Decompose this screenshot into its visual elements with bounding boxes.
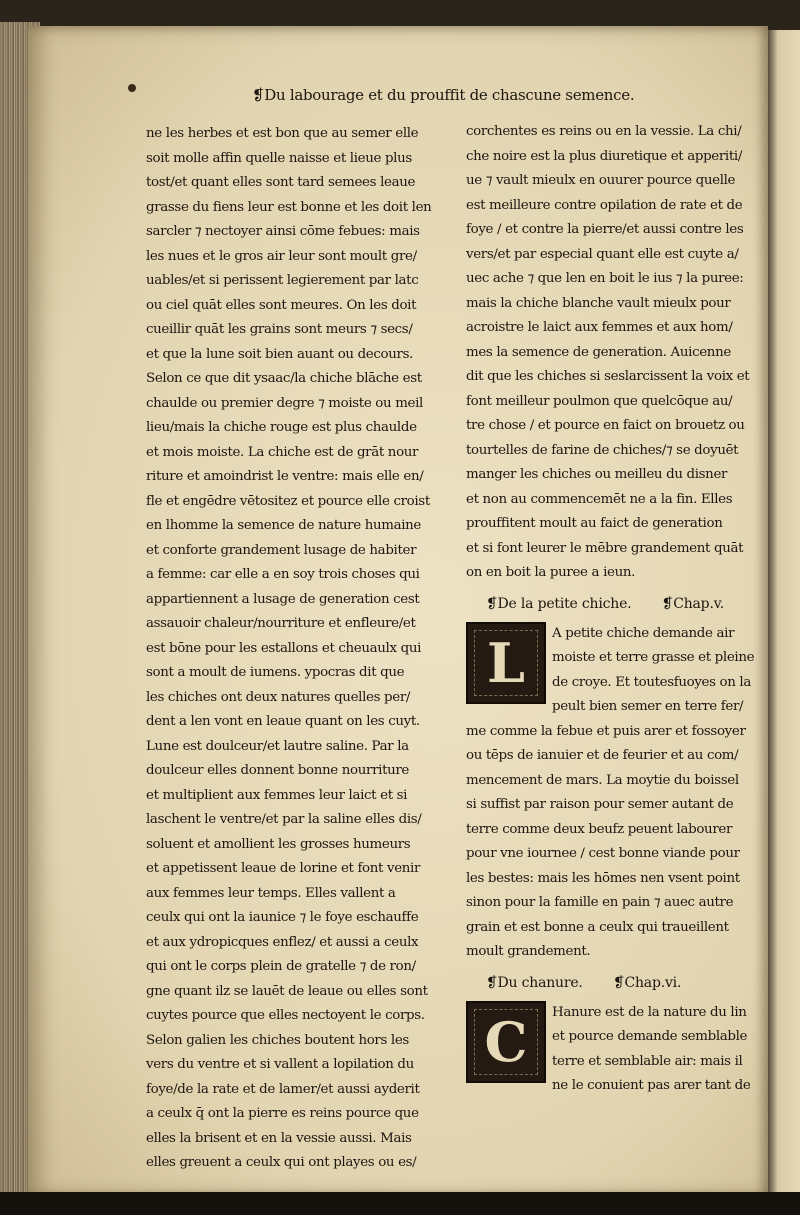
text-line: est bōne pour les estallons et cheuaulx qui [146,640,422,656]
text-line: peult bien semer en terre fer/ [552,699,744,714]
initial-block-c [466,1001,762,1099]
chapter-label: ❡Chap.v. [661,595,724,612]
text-line: mencement de mars. La moytie du boissel [466,772,739,788]
text-line: ne le conuient pas arer tant de [552,1078,751,1093]
text-line: sont a moult de iumens. ypocras dit que [146,665,405,680]
text-line: che noire est la plus diuretique et apperiti/ [466,148,742,164]
text-line: dent a len vont en leaue quant on les cuyt. [146,714,420,729]
text-line: et que la lune soit bien auant ou decours. [146,346,413,362]
decorated-initial-c: C [466,1001,546,1083]
text-line: qui ont le corps plein de gratelle ⁊ de ron/ [146,959,416,974]
text-line: tre chose / et pource en faict on brouetz ou [466,418,745,433]
text-line: vers/et par especial quant elle est cuyte a/ [466,246,739,262]
section-heading-petite-chiche [466,586,762,622]
running-head: ❡Du labourage et du prouffit de chascune semence. [252,86,635,104]
text-line: moult grandement. [466,944,591,959]
text-line: dit que les chiches si seslarcissent la voix et [466,369,750,384]
text-line: et conforte grandement lusage de habiter [146,542,417,558]
text-line: on en boit la puree a ieun. [466,565,636,580]
text-line: cuytes pource que elles nectoyent le corps. [146,1008,425,1023]
text-line: Hanure est de la nature du lin [552,1004,747,1020]
text-line: ceulx qui ont la iaunice ⁊ le foye eschauffe [146,910,419,925]
text-line: sinon pour la famille en pain ⁊ auec autre [466,895,734,910]
text-line: soit molle affin quelle naisse et lieue plus [146,150,412,166]
text-line: mais la chiche blanche vault mieulx pour [466,295,731,311]
text-line: elles greuent a ceulx qui ont playes ou es/ [146,1155,417,1170]
text-line: a femme: car elle a en soy trois choses qui [146,567,420,582]
text-line: moiste et terre grasse et pleine [552,650,755,665]
text-line: grain et est bonne a ceulx qui traueillent [466,919,729,935]
chapter-label: ❡Chap.vi. [612,974,682,991]
text-line: les bestes: mais les hōmes nen vsent point [466,870,740,886]
text-line: doulceur elles donnent bonne nourriture [146,763,409,778]
text-line: de croye. Et toutesfuoyes on la [552,674,751,690]
text-line: sarcler ⁊ nectoyer ainsi cōme febues: mais [146,224,420,239]
text-line: les nues et le gros air leur sont moult gre/ [146,248,417,264]
text-line: terre comme deux beufz peuent labourer [466,821,733,837]
text-line: tourtelles de farine de chiches/⁊ se doyuēt [466,442,739,458]
text-line: est meilleure contre opilation de rate et de [466,197,743,213]
text-line: riture et amoindrist le ventre: mais elle en/ [146,469,424,484]
text-line: Lune est doulceur/et lautre saline. Par la [146,738,409,754]
text-line: foye / et contre la pierre/et aussi contre les [466,222,744,237]
petite-chiche-text [466,720,762,965]
text-line: font meilleur poulmon que quelcōque au/ [466,393,733,409]
text-line: en lhomme la semence de nature humaine [146,518,422,533]
section-title: ❡Du chanure. [486,974,583,991]
text-line: et appetissent leaue de lorine et font venir [146,861,421,876]
text-line: et si font leurer le mēbre grandement quāt [466,540,744,556]
text-line: A petite chiche demande air [552,625,735,641]
initial-block-l [466,622,762,720]
text-line: ue ⁊ vault mieulx en ouurer pource quelle [466,173,736,188]
text-line: elles la brisent et en la vessie aussi. Mais [146,1130,412,1146]
section-title: ❡De la petite chiche. [486,595,632,612]
text-line: uables/et si perissent legierement par latc [146,273,419,288]
text-line: vers du ventre et si vallent a lopilation du [146,1057,414,1072]
scan-bottom-edge [0,1192,800,1215]
text-line: ou ciel quāt elles sont meures. On les doit [146,297,417,313]
text-line: uec ache ⁊ que len en boit le ius ⁊ la puree: [466,271,744,286]
text-line: et non au commencemēt ne a la fin. Elles [466,491,733,507]
right-column [466,120,762,1099]
text-line: laschent le ventre/et par la saline elles dis/ [146,812,422,827]
text-line: acroistre le laict aux femmes et aux hom/ [466,320,733,335]
text-line: a ceulx q̄ ont la pierre es reins pource que [146,1106,419,1121]
text-line: appartiennent a lusage de generation cest [146,591,420,607]
decorated-initial-l: L [466,622,546,704]
ink-dot [128,84,136,92]
text-line: les chiches ont deux natures quelles per/ [146,689,411,705]
text-line: corchentes es reins ou en la vessie. La chi/ [466,124,742,139]
text-line: ou tēps de ianuier et de feurier et au com/ [466,748,739,763]
text-line: chaulde ou premier degre ⁊ moiste ou meil [146,395,423,411]
text-line: fle et engēdre vētositez et pource elle croist [146,493,430,509]
text-line: manger les chiches ou meilleu du disner [466,467,728,482]
text-line: prouffitent moult au faict de generation [466,516,723,531]
text-line: grasse du fiens leur est bonne et les doit len [146,199,432,215]
text-line: soluent et amollient les grosses humeurs [146,836,411,852]
text-line: ne les herbes et est bon que au semer elle [146,126,419,141]
section-heading-chanure [466,965,762,1001]
text-line: Selon galien les chiches boutent hors les [146,1032,409,1048]
text-line: tost/et quant elles sont tard semees leaue [146,175,416,190]
text-line: et pource demande semblable [552,1029,748,1044]
text-line: Selon ce que dit ysaac/la chiche blāche est [146,371,422,386]
text-line: et multiplient aux femmes leur laict et si [146,787,408,803]
right-column-text [466,120,762,586]
text-line: me comme la febue et puis arer et fossoyer [466,723,746,739]
text-line: cueillir quāt les grains sont meurs ⁊ secs/ [146,322,413,337]
text-line: lieu/mais la chiche rouge est plus chaulde [146,420,417,435]
text-line: et aux ydropicques enflez/ et aussi a ceulx [146,934,419,950]
text-line: si suffist par raison pour semer autant de [466,797,734,812]
text-line: mes la semence de generation. Auicenne [466,344,731,360]
text-line: pour vne iournee / cest bonne viande pour [466,846,740,861]
text-line: gne quant ilz se lauēt de leaue ou elles sont [146,983,428,999]
text-line: foye/de la rate et de lamer/et aussi ayderit [146,1081,420,1097]
text-line: terre et semblable air: mais il [552,1053,743,1069]
facing-page-edge [766,30,800,1195]
text-line: assauoir chaleur/nourriture et enfleure/et [146,616,416,631]
left-column [146,122,452,1176]
text-line: aux femmes leur temps. Elles vallent a [146,885,396,901]
text-line: et mois moiste. La chiche est de grāt nour [146,444,419,460]
